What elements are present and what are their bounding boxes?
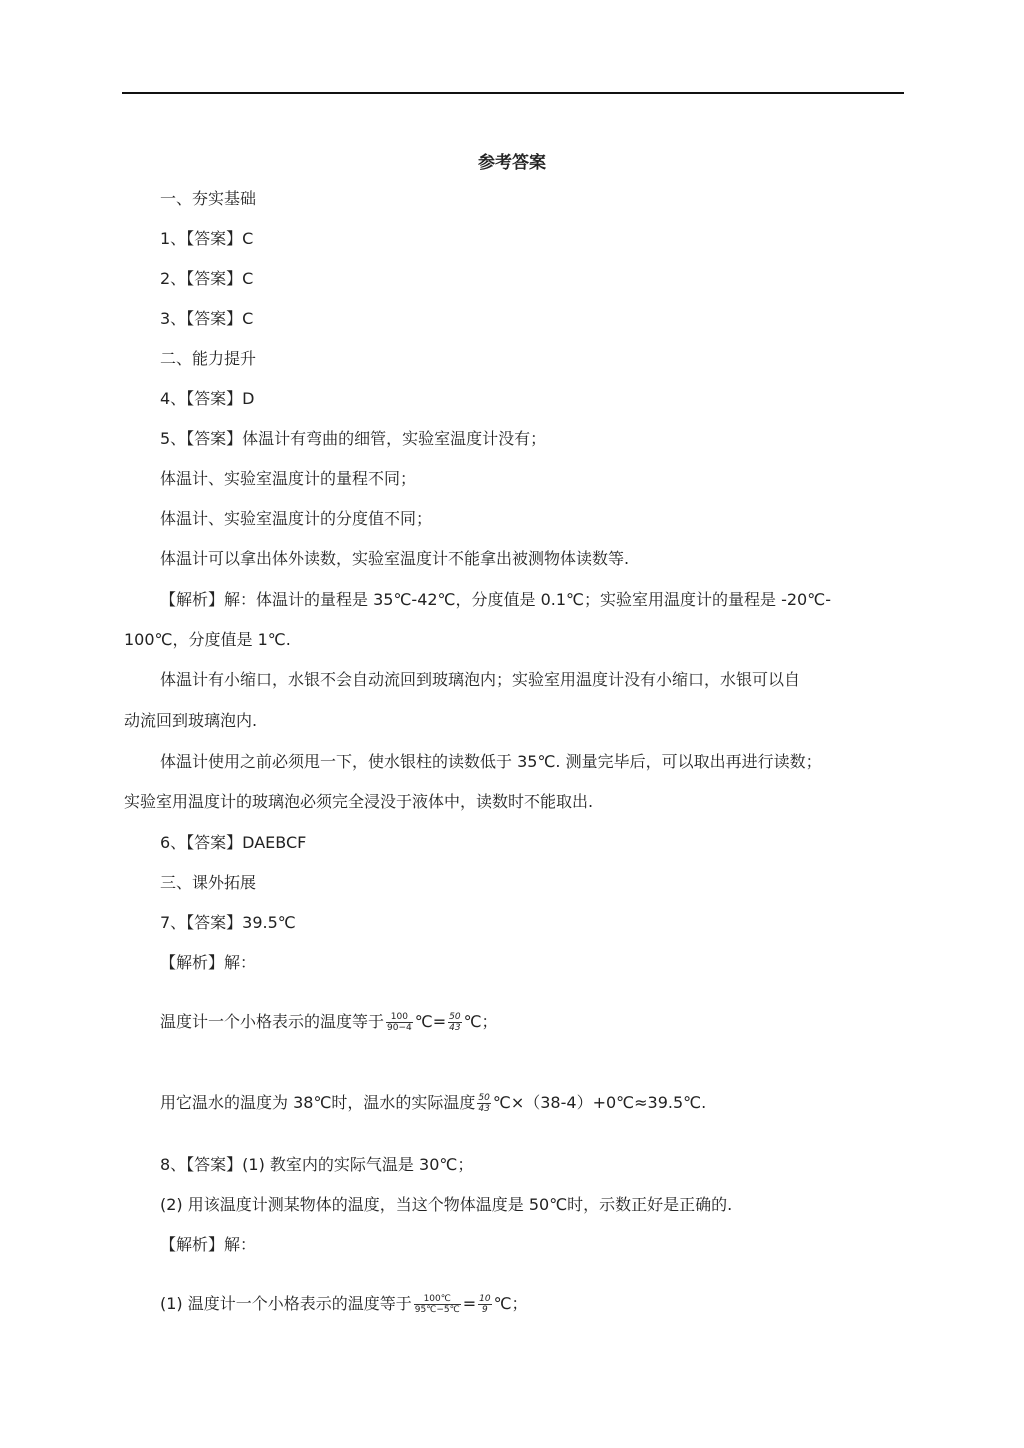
analysis-line: 体温计有小缩口，水银不会自动流回到玻璃泡内；实验室用温度计没有小缩口，水银可以自 [160,670,801,689]
header-rule [122,92,904,94]
formula-text: = [462,1294,477,1313]
section-heading: 一、夯实基础 [160,189,257,208]
answer-line: 6、【答案】DAEBCF [160,833,307,852]
formula-text: 用它温水的温度为 38℃时，温水的实际温度 [160,1093,476,1112]
answer-line: 8、【答案】(1) 教室内的实际气温是 30℃； [160,1155,474,1174]
section-heading: 三、课外拓展 [160,873,257,892]
answer-line: 5、【答案】体温计有弯曲的细管，实验室温度计没有； [160,429,547,448]
answer-line: 3、【答案】C [160,309,254,328]
formula-line [160,1294,528,1315]
answer-line: 4、【答案】D [160,389,255,408]
analysis-line: 【解析】解：体温计的量程是 35℃-42℃，分度值是 0.1℃；实验室用温度计的量程是 -20℃- [160,590,831,609]
fraction: $\frac{50}{43}$ [478,1093,490,1114]
formula-text: 温度计一个小格表示的温度等于 [160,1012,385,1031]
text-line: 体温计、实验室温度计的量程不同； [160,469,417,488]
fraction: $\frac{50}{43}$ [449,1012,461,1033]
analysis-line: 实验室用温度计的玻璃泡必须完全浸没于液体中，读数时不能取出. [124,792,594,811]
section-heading: 二、能力提升 [160,349,257,368]
formula-text: ℃； [463,1012,498,1031]
text-line: 体温计、实验室温度计的分度值不同； [160,509,433,528]
analysis-line: 【解析】解： [160,1235,257,1254]
answer-line: 2、【答案】C [160,269,254,288]
fraction: $\frac{100}{90-4}$ [387,1012,412,1033]
formula-line [160,1093,706,1114]
analysis-line: 体温计使用之前必须甩一下，使水银柱的读数低于 35℃. 测量完毕后，可以取出再进行读数； [160,752,822,771]
formula-text: ℃= [414,1012,447,1031]
analysis-line: 100℃，分度值是 1℃. [124,630,291,649]
formula-line [160,1012,498,1033]
formula-text: ℃； [493,1294,528,1313]
answer-line: (2) 用该温度计测某物体的温度，当这个物体温度是 50℃时，示数正好是正确的. [160,1195,733,1214]
fraction: $\frac{10}{9}$ [479,1294,491,1315]
analysis-line: 【解析】解： [160,953,257,972]
formula-text: (1) 温度计一个小格表示的温度等于 [160,1294,412,1313]
answer-line: 1、【答案】C [160,229,254,248]
formula-text: ℃×（38-4）+0℃≈39.5℃. [492,1093,707,1112]
analysis-line: 动流回到玻璃泡内. [124,711,258,730]
page-title: 参考答案 [478,153,546,173]
text-line: 体温计可以拿出体外读数，实验室温度计不能拿出被测物体读数等. [160,549,630,568]
fraction: $\frac{100℃}{95℃-5℃}$ [414,1294,460,1315]
answer-line: 7、【答案】39.5℃ [160,913,296,932]
